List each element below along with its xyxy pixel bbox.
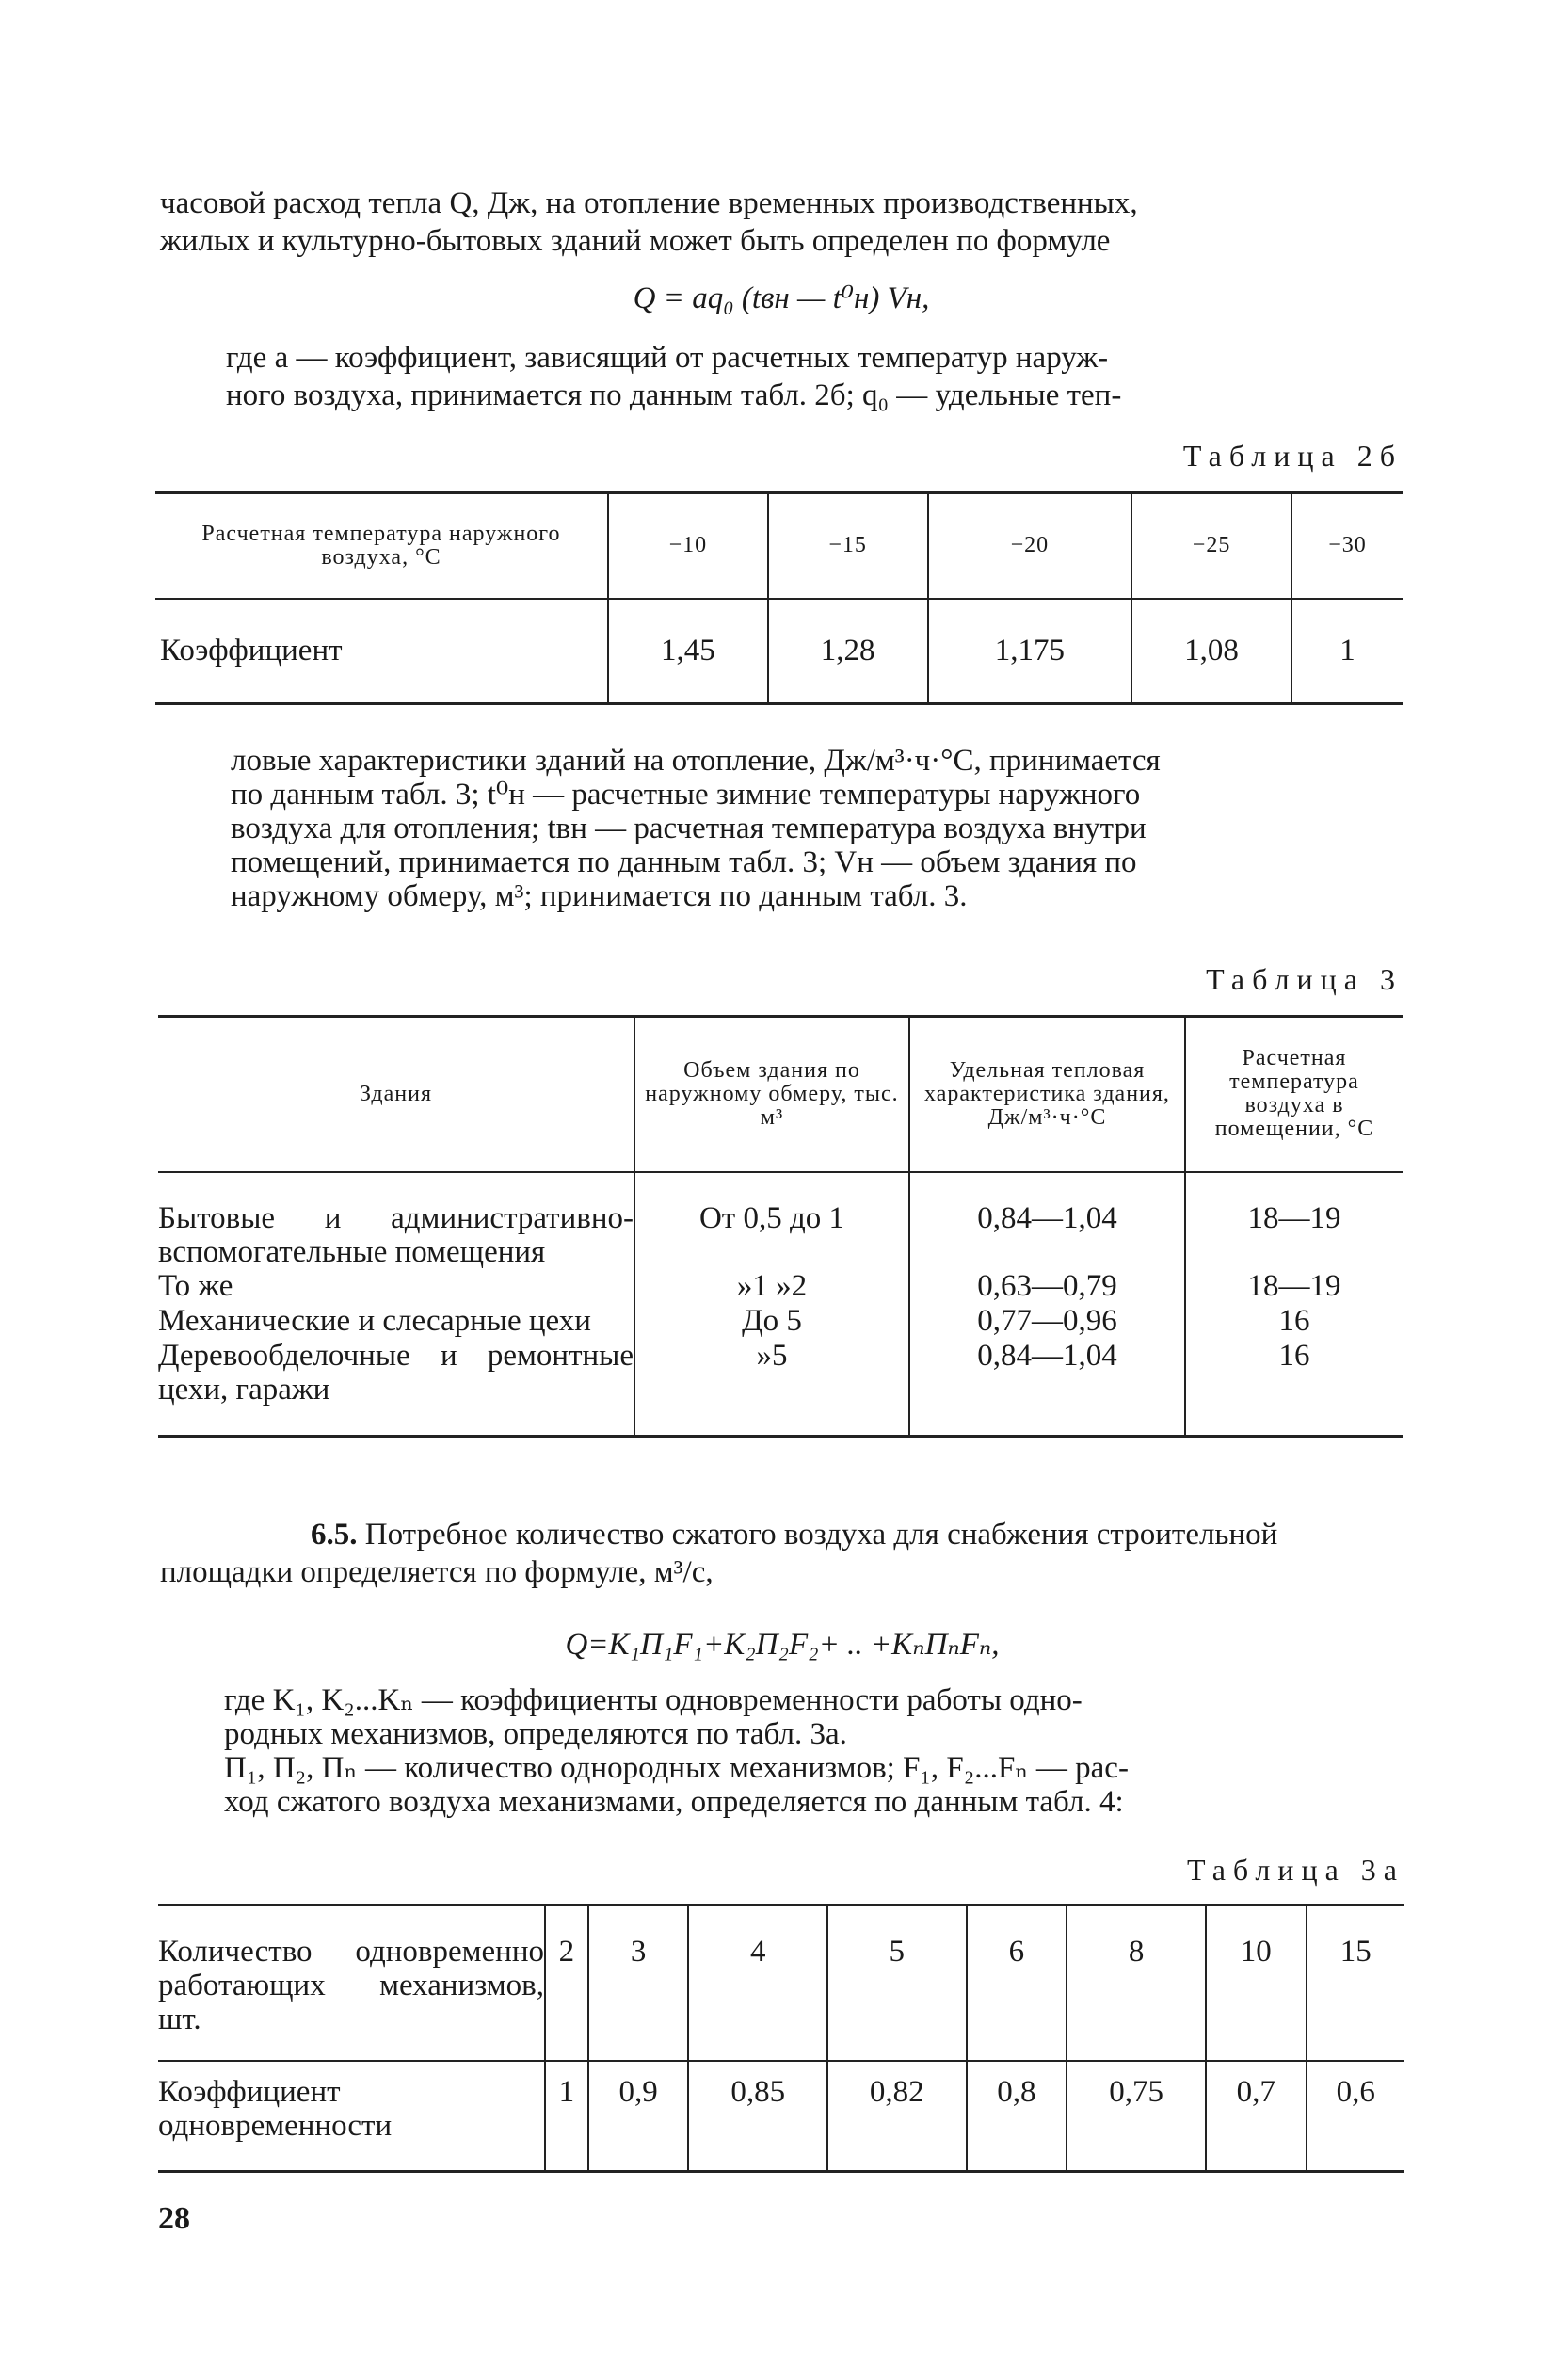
t2b-temp: −25 xyxy=(1131,493,1291,599)
intro-line-2: жилых и культурно-бытовых зданий может быть определен по формуле xyxy=(160,224,1111,258)
mid-line-4: помещений, принимается по данным табл. 3; Vн — объем здания по xyxy=(231,845,1137,879)
t3-cell: Бытовые и административно-вспомогательные помещения xyxy=(158,1172,634,1269)
t3-cell: 0,84—1,04 xyxy=(909,1339,1185,1437)
t3-cell: »5 xyxy=(634,1339,909,1437)
t3-header-temp: Расчетная температура воздуха в помещении, °C xyxy=(1214,1046,1374,1142)
t2b-temp: −30 xyxy=(1328,533,1367,558)
t3-cell: 16 xyxy=(1278,1338,1310,1373)
table-3a-caption: Таблица 3а xyxy=(1186,1853,1404,1887)
t3a-coeff: 0,8 xyxy=(967,2061,1067,2172)
t3-cell: То же xyxy=(158,1269,634,1304)
sec65-line-2: площадки определяется по формуле, м³/с, xyxy=(160,1555,714,1589)
table-3 xyxy=(158,1015,1403,1438)
t3-cell: 0,63—0,79 xyxy=(909,1269,1185,1304)
section-6-5 xyxy=(160,1516,1404,1591)
t2b-coeff: 1,45 xyxy=(608,599,768,704)
t3-cell: »1 »2 xyxy=(634,1269,909,1304)
t3-cell: Деревообделочные и ремонтные цехи, гаражи xyxy=(158,1339,634,1437)
t2b-coeff: 1,08 xyxy=(1131,599,1291,704)
t3a-count: 10 xyxy=(1206,1906,1307,2061)
t3a-row1-label: Количество одновременно работающих механизмов, шт. xyxy=(158,1906,545,2061)
sec65-where-2: родных механизмов, определяются по табл. 3а. xyxy=(224,1717,847,1751)
t3a-count: 8 xyxy=(1067,1906,1206,2061)
table-row xyxy=(158,1172,1403,1269)
section-number: 6.5. xyxy=(311,1518,358,1552)
t3-header-buildings: Здания xyxy=(158,1017,634,1172)
mid-line-3: воздуха для отопления; tвн — расчетная температура воздуха внутри xyxy=(231,812,1147,845)
sec65-where-4: ход сжатого воздуха механизмами, определяется по данным табл. 4: xyxy=(224,1785,1124,1819)
table-row xyxy=(158,1269,1403,1304)
t3a-coeff: 0,7 xyxy=(1206,2061,1307,2172)
t3-cell: 18—19 xyxy=(1247,1268,1341,1303)
sec65-where xyxy=(224,1683,1330,1819)
t3a-count: 4 xyxy=(688,1906,827,2061)
table-row xyxy=(158,1339,1403,1437)
t3-cell: Механические и слесарные цехи xyxy=(158,1304,634,1339)
mid-paragraph xyxy=(231,744,1330,913)
t3-cell: 0,77—0,96 xyxy=(909,1304,1185,1339)
table-3-caption: Таблица 3 xyxy=(1206,962,1403,996)
intro-paragraph xyxy=(160,185,1403,260)
t3-header-heat: Удельная тепловая характеристика здания, Дж/м³·ч·°C xyxy=(909,1017,1185,1172)
t2b-row-label: Коэффициент xyxy=(155,599,608,704)
t3a-count: 2 xyxy=(545,1906,588,2061)
page-number: 28 xyxy=(158,2201,190,2236)
t3a-row2-label: Коэффициент одновременности xyxy=(158,2061,545,2172)
intro-where xyxy=(226,339,1337,414)
sec65-where-3: П₁, П₂, Пₙ — количество однородных механизмов; F₁, F₂...Fₙ — рас- xyxy=(224,1751,1129,1785)
t3a-coeff: 0,9 xyxy=(588,2061,689,2172)
t3-cell: От 0,5 до 1 xyxy=(634,1172,909,1269)
t3-cell: 0,84—1,04 xyxy=(909,1172,1185,1269)
air-formula: Q=K₁П₁F₁+K₂П₂F₂+ .. +KₙПₙFₙ, xyxy=(565,1628,1000,1662)
mid-line-5: наружному обмеру, м³; принимается по данным табл. 3. xyxy=(231,879,968,913)
t3a-count: 15 xyxy=(1339,1935,1372,1969)
table-3a xyxy=(158,1904,1404,2173)
t2b-coeff: 1,28 xyxy=(768,599,928,704)
t3-cell: 18—19 xyxy=(1247,1200,1341,1235)
t3a-count: 5 xyxy=(827,1906,967,2061)
intro-line-1: часовой расход тепла Q, Дж, на отопление временных производственных, xyxy=(160,186,1138,220)
t3a-coeff: 0,75 xyxy=(1067,2061,1206,2172)
t3a-coeff: 0,82 xyxy=(827,2061,967,2172)
t2b-coeff: 1 xyxy=(1339,633,1355,667)
mid-line-1: ловые характеристики зданий на отопление, Дж/м³·ч·°C, принимается xyxy=(231,744,1161,778)
t2b-header-label: Расчетная температура наружного воздуха, °C xyxy=(155,493,608,599)
t3a-coeff: 1 xyxy=(545,2061,588,2172)
t2b-coeff: 1,175 xyxy=(928,599,1132,704)
t2b-temp: −15 xyxy=(768,493,928,599)
t2b-temp: −10 xyxy=(608,493,768,599)
mid-line-2: по данным табл. 3; t⁰н — расчетные зимние температуры наружного xyxy=(231,778,1141,812)
table-2b-caption: Таблица 2б xyxy=(1182,439,1403,473)
t3-header-volume: Объем здания по наружному обмеру, тыс. м³ xyxy=(634,1017,909,1172)
table-2b xyxy=(155,491,1403,705)
t3-cell: До 5 xyxy=(634,1304,909,1339)
where-line-1: где a — коэффициент, зависящий от расчетных температур наруж- xyxy=(226,341,1109,375)
t2b-temp: −20 xyxy=(928,493,1132,599)
t3a-count: 3 xyxy=(588,1906,689,2061)
where-line-2: ного воздуха, принимается по данным табл. 2б; q₀ — удельные теп- xyxy=(226,378,1122,412)
t3-cell: 16 xyxy=(1278,1303,1310,1338)
sec65-where-1: где K₁, K₂...Kₙ — коэффициенты одновременности работы одно- xyxy=(224,1683,1083,1717)
t3a-count: 6 xyxy=(967,1906,1067,2061)
table-row xyxy=(158,1304,1403,1339)
sec65-line-1: Потребное количество сжатого воздуха для снабжения строительной xyxy=(364,1518,1278,1552)
t3a-coeff: 0,85 xyxy=(688,2061,827,2172)
t3a-coeff: 0,6 xyxy=(1336,2074,1375,2109)
heat-formula: Q = aq₀ (tвн — t⁰н) Vн, xyxy=(633,281,930,315)
